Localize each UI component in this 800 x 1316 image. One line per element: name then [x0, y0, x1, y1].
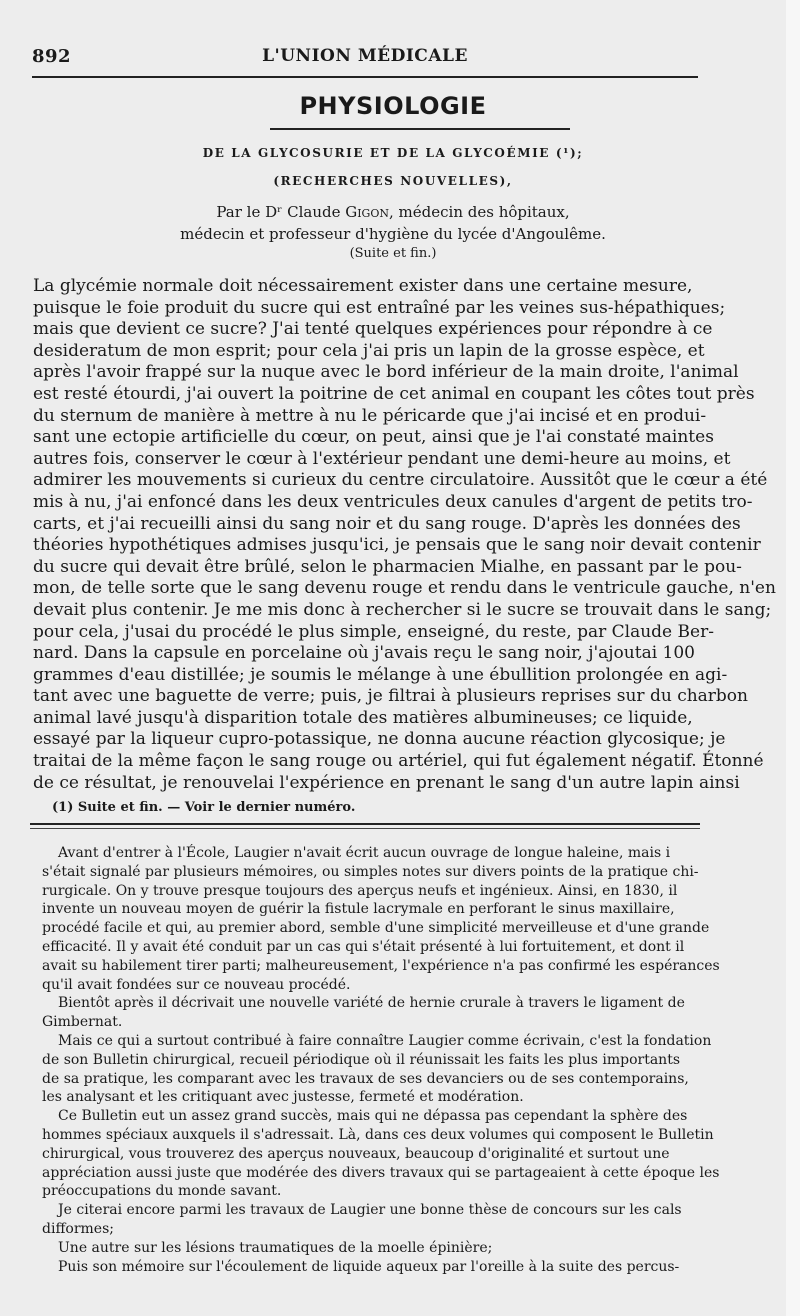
feuilleton-line: difformes;	[42, 1220, 114, 1237]
section-title: PHYSIOLOGIE	[299, 92, 487, 120]
feuilleton-line: Bientôt après il décrivait une nouvelle variété de hernie crurale à travers le ligament de	[58, 995, 685, 1012]
body-line: devait plus contenir. Je me mis donc à rechercher si le sucre se trouvait dans le sang;	[33, 599, 772, 620]
feuilleton-line: de son Bulletin chirurgical, recueil périodique où il réunissait les faits les plus importants	[42, 1051, 681, 1068]
running-head	[32, 44, 698, 72]
article-subtitle: (RECHERCHES NOUVELLES),	[273, 174, 513, 188]
feuilleton-line: les analysant et les critiquant avec justesse, fermeté et modération.	[42, 1089, 524, 1106]
body-line: théories hypothétiques admises jusqu'ici, je pensais que le sang noir devait contenir	[33, 535, 761, 556]
body-line: après l'avoir frappé sur la nuque avec le bord inférieur de la main droite, l'animal	[33, 362, 739, 383]
continuation-note: (Suite et fin.)	[349, 246, 437, 261]
body-line: desideratum de mon esprit; pour cela j'ai pris un lapin de la grosse espèce, et	[33, 340, 705, 361]
journal-title: L'UNION MÉDICALE	[262, 46, 468, 66]
feuilleton-line: Avant d'entrer à l'École, Laugier n'avait écrit aucun ouvrage de longue haleine, mais i	[58, 845, 671, 861]
feuilleton-line: appréciation aussi juste que modérée des divers travaux qui se partageaient à cette époque les	[42, 1164, 720, 1181]
body-line: animal lavé jusqu'à disparition totale des matières albumineuses; ce liquide,	[33, 707, 693, 728]
byline-suffix: , médecin des hôpitaux,	[389, 203, 570, 221]
body-line: autres fois, conserver le cœur à l'extérieur pendant une demi-heure au moins, et	[33, 448, 731, 469]
byline-prefix: Par le Dʳ Claude	[216, 203, 346, 221]
feuilleton-line: Mais ce qui a surtout contribué à faire connaître Laugier comme écrivain, c'est la fondation	[58, 1032, 712, 1049]
feuilleton-line: Gimbernat.	[42, 1014, 123, 1031]
feuilleton-line: rurgicale. On y trouve presque toujours des aperçus neufs et ingénieux. Ainsi, en 1830, il	[42, 882, 678, 899]
section-rule	[270, 128, 570, 130]
body-line: admirer les mouvements si curieux du centre circulatoire. Aussitôt que le cœur a été	[33, 470, 768, 491]
feuilleton-line: Ce Bulletin eut un assez grand succès, mais qui ne dépassa pas cependant la sphère des	[58, 1108, 688, 1125]
feuilleton-line: Je citerai encore parmi les travaux de Laugier une bonne thèse de concours sur les cals	[58, 1202, 682, 1219]
body-line: traitai de la même façon le sang rouge ou artériel, qui fut également négatif. Étonné	[33, 751, 764, 772]
author-line	[0, 201, 786, 223]
body-line: du sternum de manière à mettre à nu le péricarde que j'ai incisé et en produi-	[33, 405, 707, 426]
body-line: du sucre qui devait être brûlé, selon le pharmacien Mialhe, en passant par le pou-	[33, 556, 742, 577]
body-line: nard. Dans la capsule en porcelaine où j'avais reçu le sang noir, j'ajoutai 100	[33, 643, 695, 664]
body-line: mon, de telle sorte que le sang devenu rouge et rendu dans le ventricule gauche, n'en	[33, 578, 776, 599]
feuilleton-rule	[30, 823, 700, 825]
feuilleton-line: Puis son mémoire sur l'écoulement de liquide aqueux par l'oreille à la suite des percus-	[58, 1258, 680, 1275]
feuilleton-line: chirurgical, vous trouverez des aperçus nouveaux, beaucoup d'originalité et surtout une	[42, 1145, 670, 1162]
affiliation: médecin et professeur d'hygiène du lycée d'Angoulême.	[180, 225, 606, 243]
feuilleton-line: de sa pratique, les comparant avec les travaux de ses devanciers ou de ses contemporains,	[42, 1070, 689, 1087]
page-number: 892	[32, 46, 72, 67]
feuilleton-line: qu'il avait fondées sur ce nouveau procédé.	[42, 976, 351, 993]
byline	[0, 201, 786, 245]
article-body	[33, 276, 776, 794]
body-line: puisque le foie produit du sucre qui est entraîné par les veines sus-hépathiques;	[33, 297, 726, 318]
body-line: tant avec une baguette de verre; puis, je filtrai à plusieurs reprises sur du charbon	[33, 686, 748, 707]
body-line: essayé par la liqueur cupro-potassique, ne donna aucune réaction glycosique; je	[33, 729, 726, 750]
feuilleton-line: procédé facile et qui, au premier abord, semble d'une simplicité merveilleuse et d'une grande	[42, 920, 710, 937]
footnote: (1) Suite et fin. — Voir le dernier numéro.	[52, 800, 356, 815]
body-line: est resté étourdi, j'ai ouvert la poitrine de cet animal en coupant les côtes tout près	[33, 383, 755, 404]
feuilleton-line: invente un nouveau moyen de guérir la fistule lacrymale en perforant le sinus maxillaire,	[42, 901, 675, 918]
feuilleton-line: Une autre sur les lésions traumatiques de la moelle épinière;	[58, 1239, 493, 1256]
feuilleton-line: hommes spéciaux auxquels il s'adressait. Là, dans ces deux volumes qui composent le Bulletin	[42, 1126, 714, 1143]
feuilleton-line: préoccupations du monde savant.	[42, 1183, 282, 1200]
header-rule	[32, 76, 698, 78]
author-surname: Gigon	[345, 203, 389, 221]
article-title: DE LA GLYCOSURIE ET DE LA GLYCOÉMIE (¹);	[202, 146, 584, 160]
feuilleton	[42, 844, 720, 1276]
body-line: mis à nu, j'ai enfoncé dans les deux ventricules deux canules d'argent de petits tro-	[33, 491, 753, 512]
body-line: carts, et j'ai recueilli ainsi du sang noir et du sang rouge. D'après les données des	[33, 513, 741, 534]
body-line: grammes d'eau distillée; je soumis le mélange à une ébullition prolongée en agi-	[33, 664, 728, 685]
body-line: de ce résultat, je renouvelai l'expérience en prenant le sang d'un autre lapin ainsi	[33, 772, 740, 793]
feuilleton-rule-thin	[30, 828, 700, 829]
body-line: sant une ectopie artificielle du cœur, on peut, ainsi que je l'ai constaté maintes	[33, 427, 714, 448]
body-line: pour cela, j'usai du procédé le plus simple, enseigné, du reste, par Claude Ber-	[33, 621, 714, 642]
body-line: La glycémie normale doit nécessairement exister dans une certaine mesure,	[33, 276, 693, 296]
page-edge	[786, 0, 800, 1316]
feuilleton-line: s'était signalé par plusieurs mémoires, ou simples notes sur divers points de la pratique chi-	[42, 863, 699, 880]
body-line: mais que devient ce sucre? J'ai tenté quelques expériences pour répondre à ce	[33, 319, 713, 340]
feuilleton-line: efficacité. Il y avait été conduit par un cas qui s'était présenté à lui fortuitement, et dont il	[42, 938, 685, 955]
feuilleton-line: avait su habilement tirer parti; malheureusement, l'expérience n'a pas confirmé les espérances	[42, 957, 720, 974]
